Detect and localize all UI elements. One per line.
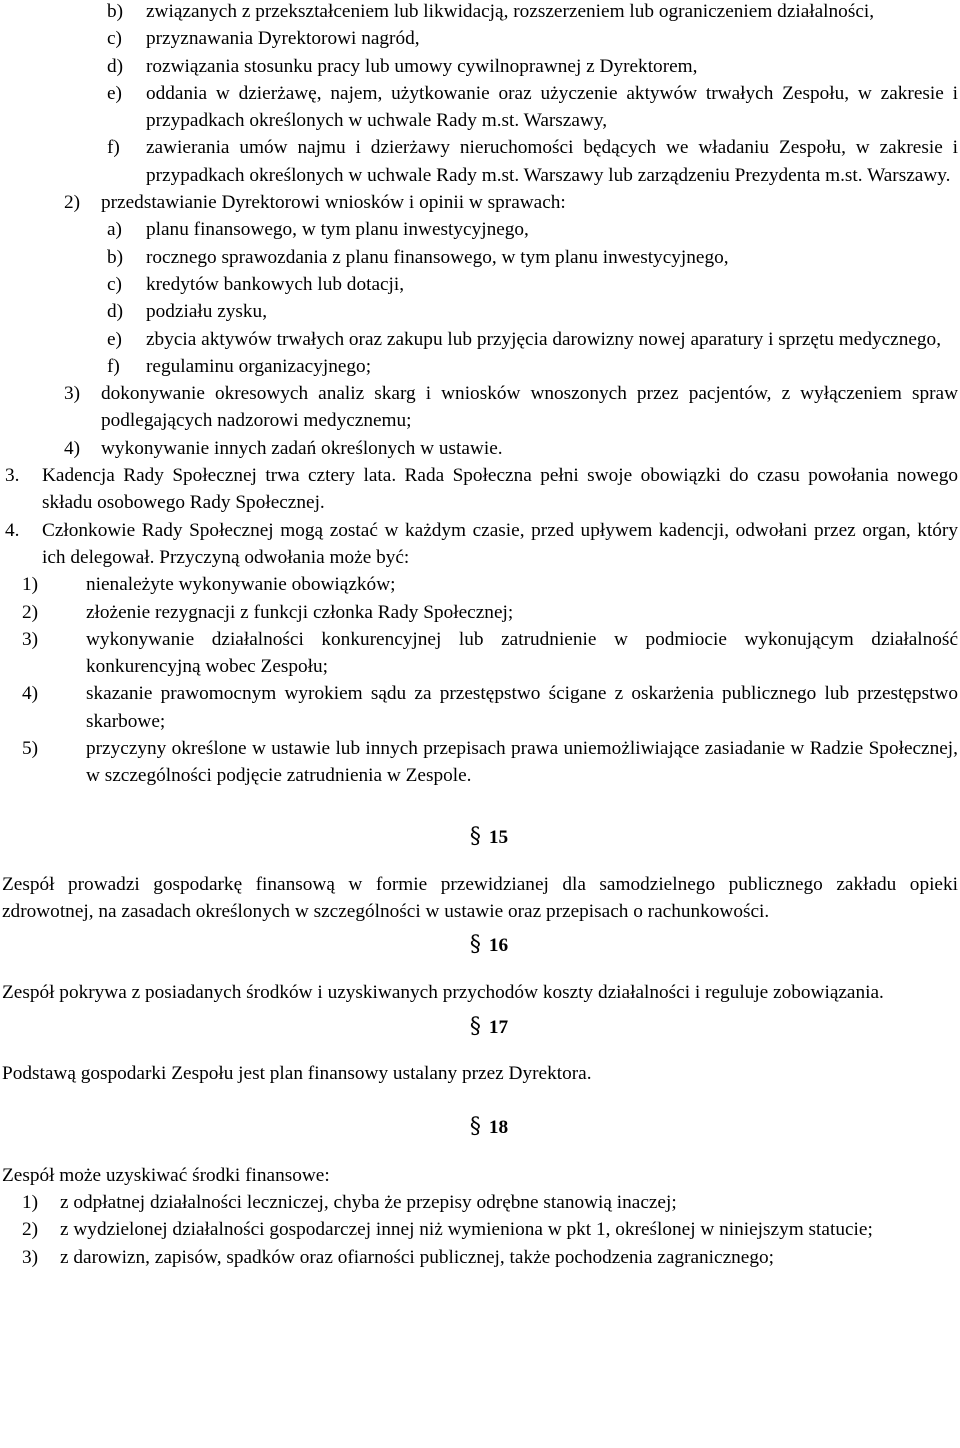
section-sign: §: [469, 823, 481, 849]
list-item-text: dokonywanie okresowych analiz skarg i wniosków wnoszonych przez pacjentów, z wyłączeniem spraw podlegających nadzorowi medycznemu;: [101, 383, 958, 432]
list-item-label: 2): [22, 1219, 39, 1241]
list-item-label: 3.: [5, 465, 20, 487]
list-item: [107, 271, 958, 298]
list-item-label: f): [107, 137, 120, 159]
list-item-label: 2): [22, 601, 39, 623]
list-item: [22, 680, 958, 735]
list-item-text: rocznego sprawozdania z planu finansowego, w tym planu inwestycyjnego,: [146, 246, 729, 268]
list-item: [107, 326, 958, 353]
section-heading-17: [0, 1013, 960, 1040]
list-item-label: 4.: [5, 519, 20, 541]
list-item: [22, 599, 958, 626]
list-item: [107, 216, 958, 243]
list-item-label: 1): [22, 574, 39, 596]
list-item-text: przyznawania Dyrektorowi nagród,: [146, 28, 420, 50]
section-number: 16: [488, 935, 509, 957]
list-item-label: a): [107, 219, 122, 241]
list-item-label: 3): [64, 383, 81, 405]
list-item-text: Zespół pokrywa z posiadanych środków i uzyskiwanych przychodów koszty działalności i reguluje zobowiązania.: [2, 982, 884, 1004]
paragraph: [2, 1162, 958, 1189]
list-item-text: regulaminu organizacyjnego;: [146, 355, 372, 377]
list-item-label: e): [107, 328, 122, 350]
section-heading-18: [0, 1113, 960, 1140]
list-item-text: Podstawą gospodarki Zespołu jest plan finansowy ustalany przez Dyrektora.: [2, 1062, 592, 1084]
list-item-text: Zespół może uzyskiwać środki finansowe:: [2, 1164, 330, 1186]
list-item-text: przedstawianie Dyrektorowi wniosków i opinii w sprawach:: [101, 192, 566, 214]
list-item-text: z odpłatnej działalności leczniczej, chyba że przepisy odrębne stanowią inaczej;: [60, 1192, 677, 1214]
list-item: [107, 80, 958, 135]
list-item-text: zbycia aktywów trwałych oraz zakupu lub przyjęcia darowizny nowej aparatury i sprzętu medycznego,: [146, 328, 942, 350]
list-item: [22, 571, 958, 598]
list-item-label: 3): [22, 1246, 39, 1268]
list-item-text: z darowizn, zapisów, spadków oraz ofiarności publicznej, także pochodzenia zagranicznego;: [60, 1246, 774, 1268]
list-item-text: kredytów bankowych lub dotacji,: [146, 273, 405, 295]
list-item: [107, 298, 958, 325]
list-item-label: 1): [22, 1192, 39, 1214]
list-item-text: podziału zysku,: [146, 301, 268, 323]
list-item-label: 2): [64, 192, 81, 214]
list-item-label: c): [107, 273, 122, 295]
section-heading-15: [0, 823, 960, 850]
list-item-text: przyczyny określone w ustawie lub innych przepisach prawa uniemożliwiające zasiadanie w Radzie Społecznej, w szczególności podjęcie zatrudnienia w Zespole.: [86, 738, 958, 787]
list-item-label: b): [107, 246, 124, 268]
list-item-label: b): [107, 1, 124, 22]
section-number: 15: [488, 826, 509, 848]
section-number: 17: [488, 1016, 509, 1038]
list-item: [22, 1189, 958, 1216]
section-sign: §: [469, 1113, 481, 1139]
paragraph: [2, 979, 958, 1006]
list-item: [64, 435, 958, 462]
list-item: [107, 353, 958, 380]
list-item-label: d): [107, 301, 124, 323]
list-item: [107, 134, 958, 189]
list-item-text: wykonywanie innych zadań określonych w ustawie.: [101, 437, 503, 459]
list-item-label: f): [107, 355, 120, 377]
list-item-text: Członkowie Rady Społecznej mogą zostać w każdym czasie, przed upływem kadencji, odwołani przez organ, który ich delegował. Przyczyną odwołania może być:: [42, 519, 958, 568]
list-item: [107, 244, 958, 271]
section-number: 18: [488, 1116, 509, 1138]
list-item-text: skazanie prawomocnym wyrokiem sądu za przestępstwo ścigane z oskarżenia publicznego lub przestępstwo skarbowe;: [86, 683, 958, 732]
list-item-text: zawierania umów najmu i dzierżawy nieruchomości będących we władaniu Zespołu, w zakresie i przypadkach określonych w uchwale Rady m.st. Warszawy lub zarządzeniu Prezydenta m.st. Warszawy.: [146, 137, 958, 186]
list-item-label: c): [107, 28, 122, 50]
list-item: [22, 626, 958, 681]
list-item-label: e): [107, 82, 122, 104]
section-sign: §: [469, 1013, 481, 1039]
list-item-text: związanych z przekształceniem lub likwidacją, rozszerzeniem lub ograniczeniem działalności,: [146, 1, 875, 22]
paragraph: [2, 871, 958, 926]
list-item-text: złożenie rezygnacji z funkcji członka Rady Społecznej;: [86, 601, 514, 623]
list-item-text: wykonywanie działalności konkurencyjnej lub zatrudnienie w podmiocie wykonującym działalność konkurencyjną wobec Zespołu;: [86, 628, 958, 678]
section-sign: §: [469, 932, 481, 958]
list-item: [5, 462, 958, 517]
list-item: [107, 25, 958, 52]
list-item-label: 3): [22, 628, 39, 650]
list-item: [107, 0, 958, 25]
list-item: [64, 380, 958, 435]
list-item-text: Kadencja Rady Społecznej trwa cztery lata. Rada Społeczna pełni swoje obowiązki do czasu powołania nowego składu osobowego Rady Społecznej.: [42, 465, 958, 514]
list-item-text: planu finansowego, w tym planu inwestycyjnego,: [146, 219, 529, 241]
list-item-text: rozwiązania stosunku pracy lub umowy cywilnoprawnej z Dyrektorem,: [146, 55, 698, 77]
list-item: [64, 189, 958, 216]
list-item: [22, 1216, 958, 1243]
list-item: [107, 53, 958, 80]
list-item-label: 4): [22, 683, 39, 705]
list-item-text: nienależyte wykonywanie obowiązków;: [86, 574, 396, 596]
list-item: [22, 1244, 958, 1271]
list-item-label: 5): [22, 738, 39, 760]
list-item-text: Zespół prowadzi gospodarkę finansową w formie przewidzianej dla samodzielnego publicznego zakładu opieki zdrowotnej, na zasadach określonych w szczególności w ustawie oraz przepisach o rachunkowości.: [2, 873, 958, 922]
list-item-text: z wydzielonej działalności gospodarczej innej niż wymieniona w pkt 1, określonej w niniejszym statucie;: [60, 1219, 873, 1241]
list-item-label: 4): [64, 437, 81, 459]
list-item-text: oddania w dzierżawę, najem, użytkowanie oraz użyczenie aktywów trwałych Zespołu, w zakresie i przypadkach określonych w uchwale Rady m.st. Warszawy,: [146, 82, 958, 132]
paragraph: [2, 1060, 958, 1087]
list-item: [5, 517, 958, 572]
section-heading-16: [0, 931, 960, 958]
list-item: [22, 735, 958, 790]
list-item-label: d): [107, 55, 124, 77]
